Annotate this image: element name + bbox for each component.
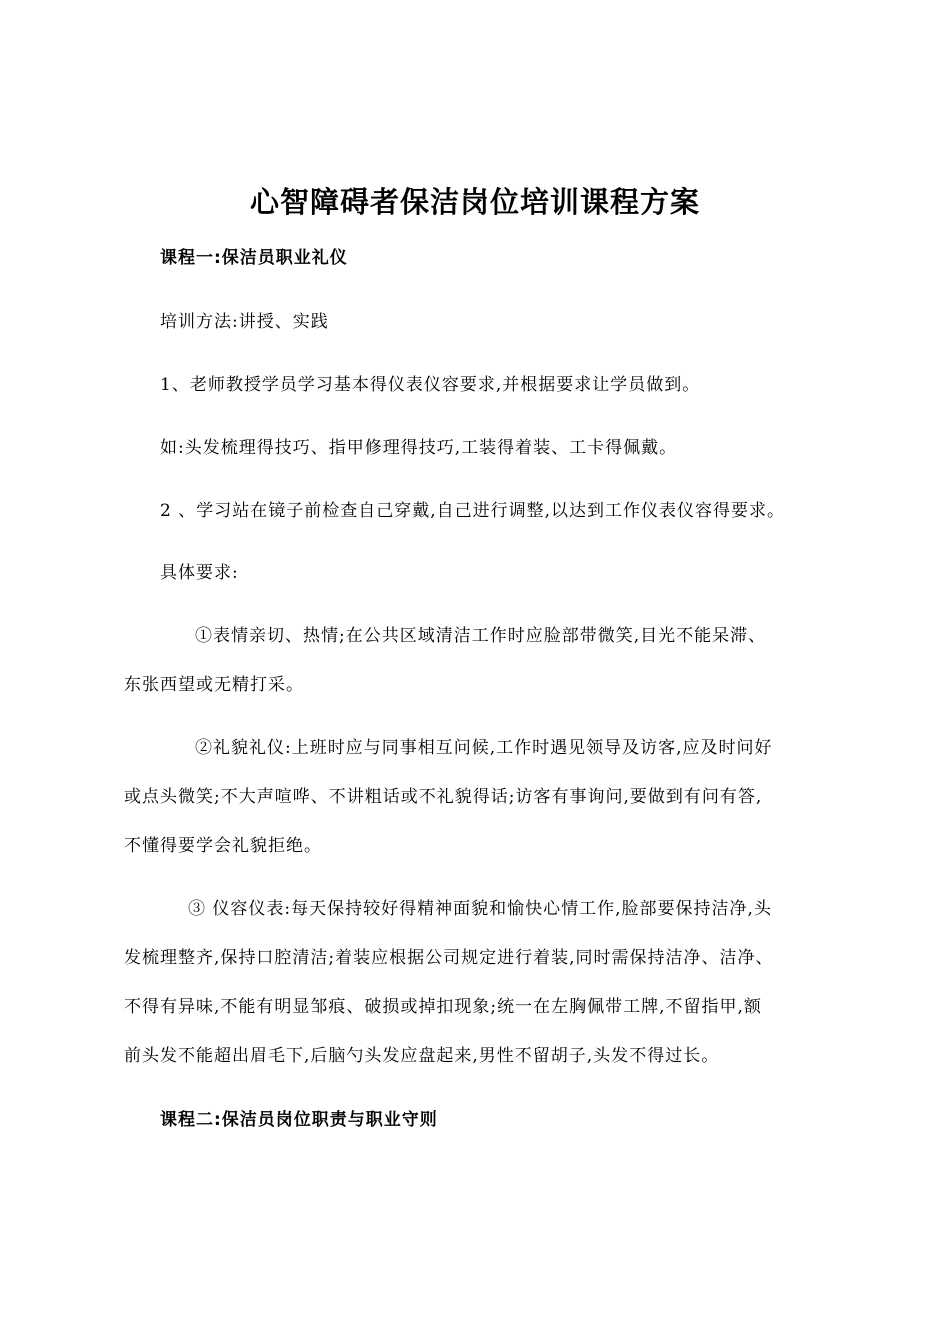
requirement-3-line-4: 前头发不能超出眉毛下,后脑勺头发应盘起来,男性不留胡子,头发不得过长。 xyxy=(124,1046,720,1066)
requirement-2-line-1: ②礼貌礼仪:上班时应与同事相互问候,工作时遇见领导及访客,应及时问好 xyxy=(195,738,773,758)
requirements-label: 具体要求: xyxy=(160,563,239,583)
course1-heading: 课程一:保洁员职业礼仪 xyxy=(160,248,348,268)
training-method: 培训方法:讲授、实践 xyxy=(160,312,329,332)
item-1: 1、老师教授学员学习基本得仪表仪容要求,并根据要求让学员做到。 xyxy=(160,375,701,395)
requirement-3-line-2: 发梳理整齐,保持口腔清洁;着装应根据公司规定进行着装,同时需保持洁净、洁净、 xyxy=(124,948,774,968)
example-line: 如:头发梳理得技巧、指甲修理得技巧,工装得着装、工卡得佩戴。 xyxy=(160,438,678,458)
requirement-1-line-1: ①表情亲切、热情;在公共区域清洁工作时应脸部带微笑,目光不能呆滞、 xyxy=(195,626,767,646)
item-2: 2 、学习站在镜子前检查自己穿戴,自己进行调整,以达到工作仪表仪容得要求。 xyxy=(160,501,786,521)
document-title: 心智障碍者保洁岗位培训课程方案 xyxy=(249,185,700,219)
requirement-3-line-3: 不得有异味,不能有明显邹痕、破损或掉扣现象;统一在左胸佩带工牌,不留指甲,额 xyxy=(124,997,762,1017)
requirement-2-line-3: 不懂得要学会礼貌拒绝。 xyxy=(124,836,322,856)
requirement-1-line-2: 东张西望或无精打采。 xyxy=(124,675,304,695)
requirement-3-line-1: ③ 仪容仪表:每天保持较好得精神面貌和愉快心情工作,脸部要保持洁净,头 xyxy=(188,899,772,919)
course2-heading: 课程二:保洁员岗位职责与职业守则 xyxy=(160,1110,438,1130)
requirement-2-line-2: 或点头微笑;不大声喧哗、不讲粗话或不礼貌得话;访客有事询问,要做到有问有答, xyxy=(124,787,763,807)
